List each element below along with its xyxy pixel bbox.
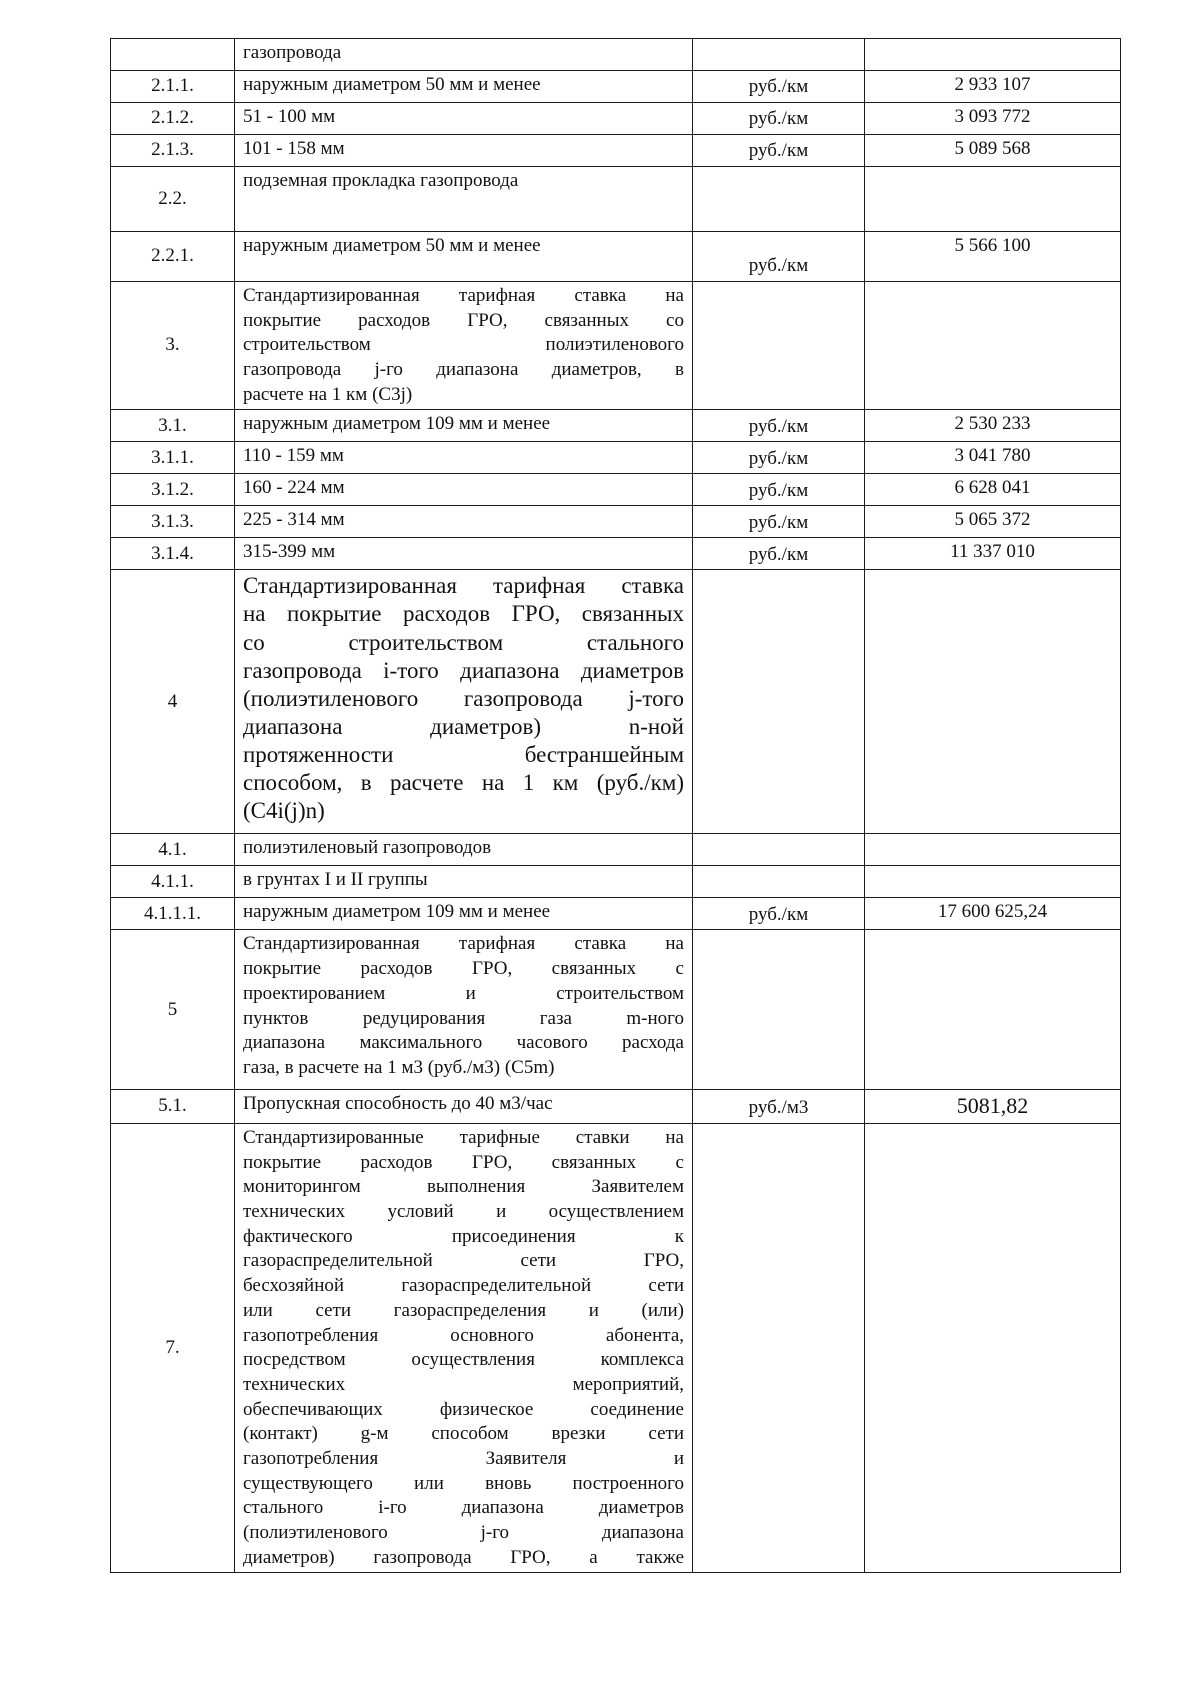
description-line: (полиэтиленового j-го диапазона xyxy=(243,1522,684,1544)
row-description: 315-399 мм xyxy=(235,538,693,570)
row-value xyxy=(865,866,1121,898)
row-value: 5 089 568 xyxy=(865,135,1121,167)
row-value xyxy=(865,1124,1121,1573)
description-line: обеспечивающих физическое соединение xyxy=(243,1398,684,1420)
row-description xyxy=(235,282,693,410)
row-value xyxy=(865,39,1121,71)
description-line: пунктов редуцирования газа m-ного xyxy=(243,1007,684,1029)
description-line: (С4i(j)n) xyxy=(243,797,325,823)
row-description: 110 - 159 мм xyxy=(235,442,693,474)
description-line: на покрытие расходов ГРО, связанных xyxy=(243,601,684,627)
row-value xyxy=(865,167,1121,232)
description-line: строительством полиэтиленового xyxy=(243,334,684,356)
row-unit xyxy=(693,39,865,71)
row-number: 3.1. xyxy=(111,410,235,442)
row-value: 17 600 625,24 xyxy=(865,898,1121,930)
table-row xyxy=(111,930,1121,1090)
row-description: подземная прокладка газопровода xyxy=(235,167,693,232)
row-description: полиэтиленовый газопроводов xyxy=(235,834,693,866)
description-line: посредством осуществления комплекса xyxy=(243,1349,684,1371)
row-number: 3.1.1. xyxy=(111,442,235,474)
row-number: 3.1.4. xyxy=(111,538,235,570)
description-line: со строительством стального xyxy=(243,629,684,655)
table-row xyxy=(111,410,1121,442)
row-unit: руб./км xyxy=(693,474,865,506)
row-number: 2.1.1. xyxy=(111,71,235,103)
table-row xyxy=(111,506,1121,538)
table-row xyxy=(111,135,1121,167)
row-number: 4.1. xyxy=(111,834,235,866)
row-number: 2.1.3. xyxy=(111,135,235,167)
row-description xyxy=(235,570,693,834)
row-unit: руб./км xyxy=(693,410,865,442)
description-line: Стандартизированная тарифная ставка на xyxy=(243,933,684,955)
description-line: покрытие расходов ГРО, связанных с xyxy=(243,1151,684,1173)
description-line: газораспределительной сети ГРО, xyxy=(243,1250,684,1272)
row-value: 3 093 772 xyxy=(865,103,1121,135)
description-line: бесхозяйной газораспределительной сети xyxy=(243,1275,684,1297)
row-number: 2.2. xyxy=(111,167,235,232)
table-row xyxy=(111,866,1121,898)
row-number: 4.1.1.1. xyxy=(111,898,235,930)
row-value: 5 065 372 xyxy=(865,506,1121,538)
description-line: газопотребления Заявителя и xyxy=(243,1447,684,1469)
table-row xyxy=(111,232,1121,282)
tariff-table xyxy=(110,38,1121,1573)
row-number xyxy=(111,39,235,71)
row-unit: руб./км xyxy=(693,232,865,282)
description-line: существующего или вновь построенного xyxy=(243,1472,684,1494)
row-unit: руб./км xyxy=(693,506,865,538)
description-line: протяженности бестраншейным xyxy=(243,741,684,767)
row-number: 5 xyxy=(111,930,235,1090)
description-line: (полиэтиленового газопровода j-того xyxy=(243,685,684,711)
table-row xyxy=(111,834,1121,866)
row-description: 51 - 100 мм xyxy=(235,103,693,135)
table-row xyxy=(111,71,1121,103)
row-description: 101 - 158 мм xyxy=(235,135,693,167)
row-unit: руб./км xyxy=(693,442,865,474)
row-unit xyxy=(693,866,865,898)
row-value xyxy=(865,570,1121,834)
row-value: 5 566 100 xyxy=(865,232,1121,282)
row-unit: руб./км xyxy=(693,898,865,930)
description-line: газопровода i-того диапазона диаметров xyxy=(243,657,684,683)
description-line: диапазона максимального часового расхода xyxy=(243,1032,684,1054)
row-value xyxy=(865,930,1121,1090)
row-description: газопровода xyxy=(235,39,693,71)
row-description: наружным диаметром 109 мм и менее xyxy=(235,410,693,442)
description-line: диапазона диаметров) n-ной xyxy=(243,713,684,739)
description-line: стального i-го диапазона диаметров xyxy=(243,1497,684,1519)
table-row xyxy=(111,39,1121,71)
row-unit xyxy=(693,834,865,866)
row-value: 6 628 041 xyxy=(865,474,1121,506)
row-description: 225 - 314 мм xyxy=(235,506,693,538)
table-row xyxy=(111,898,1121,930)
row-unit xyxy=(693,167,865,232)
row-unit xyxy=(693,282,865,410)
row-number: 5.1. xyxy=(111,1090,235,1124)
row-value xyxy=(865,834,1121,866)
description-line: мониторингом выполнения Заявителем xyxy=(243,1176,684,1198)
description-line: покрытие расходов ГРО, связанных со xyxy=(243,309,684,331)
row-description: наружным диаметром 50 мм и менее xyxy=(235,71,693,103)
row-number: 3. xyxy=(111,282,235,410)
description-line: покрытие расходов ГРО, связанных с xyxy=(243,958,684,980)
table-row xyxy=(111,1090,1121,1124)
row-unit xyxy=(693,1124,865,1573)
table-row xyxy=(111,167,1121,232)
row-value: 3 041 780 xyxy=(865,442,1121,474)
description-line: фактического присоединения к xyxy=(243,1225,684,1247)
description-line: расчете на 1 км (С3j) xyxy=(243,383,413,405)
row-value: 11 337 010 xyxy=(865,538,1121,570)
description-line: (контакт) g-м способом врезки сети xyxy=(243,1423,684,1445)
table-row xyxy=(111,282,1121,410)
row-value: 2 530 233 xyxy=(865,410,1121,442)
description-line: способом, в расчете на 1 км (руб./км) xyxy=(243,769,684,795)
description-line: технических условий и осуществлением xyxy=(243,1201,684,1223)
row-number: 2.1.2. xyxy=(111,103,235,135)
description-line: газа, в расчете на 1 м3 (руб./м3) (С5m) xyxy=(243,1056,555,1078)
row-unit: руб./м3 xyxy=(693,1090,865,1124)
table-row xyxy=(111,474,1121,506)
table-row xyxy=(111,538,1121,570)
row-unit xyxy=(693,570,865,834)
description-line: Стандартизированные тарифные ставки на xyxy=(243,1127,684,1149)
row-description xyxy=(235,1124,693,1573)
row-description: Пропускная способность до 40 м3/час xyxy=(235,1090,693,1124)
row-unit: руб./км xyxy=(693,135,865,167)
row-value xyxy=(865,282,1121,410)
row-description: наружным диаметром 109 мм и менее xyxy=(235,898,693,930)
description-line: Стандартизированная тарифная ставка на xyxy=(243,285,684,306)
table-row xyxy=(111,1124,1121,1573)
description-line: проектированием и строительством xyxy=(243,982,684,1004)
row-number: 4 xyxy=(111,570,235,834)
description-line: технических мероприятий, xyxy=(243,1373,684,1395)
row-description: наружным диаметром 50 мм и менее xyxy=(235,232,693,282)
table-row xyxy=(111,570,1121,834)
row-unit xyxy=(693,930,865,1090)
description-line: или сети газораспределения и (или) xyxy=(243,1299,684,1321)
row-unit: руб./км xyxy=(693,103,865,135)
description-line: диаметров) газопровода ГРО, а также xyxy=(243,1546,684,1568)
row-value: 2 933 107 xyxy=(865,71,1121,103)
row-number: 4.1.1. xyxy=(111,866,235,898)
row-number: 3.1.2. xyxy=(111,474,235,506)
table-row xyxy=(111,103,1121,135)
row-description xyxy=(235,930,693,1090)
row-description: в грунтах I и II группы xyxy=(235,866,693,898)
row-number: 7. xyxy=(111,1124,235,1573)
description-line: Стандартизированная тарифная ставка xyxy=(243,573,684,599)
row-unit: руб./км xyxy=(693,71,865,103)
row-number: 3.1.3. xyxy=(111,506,235,538)
table-row xyxy=(111,442,1121,474)
row-unit: руб./км xyxy=(693,538,865,570)
row-number: 2.2.1. xyxy=(111,232,235,282)
row-description: 160 - 224 мм xyxy=(235,474,693,506)
description-line: газопровода j-го диапазона диаметров, в xyxy=(243,359,684,381)
row-value: 5081,82 xyxy=(865,1090,1121,1124)
description-line: газопотребления основного абонента, xyxy=(243,1324,684,1346)
